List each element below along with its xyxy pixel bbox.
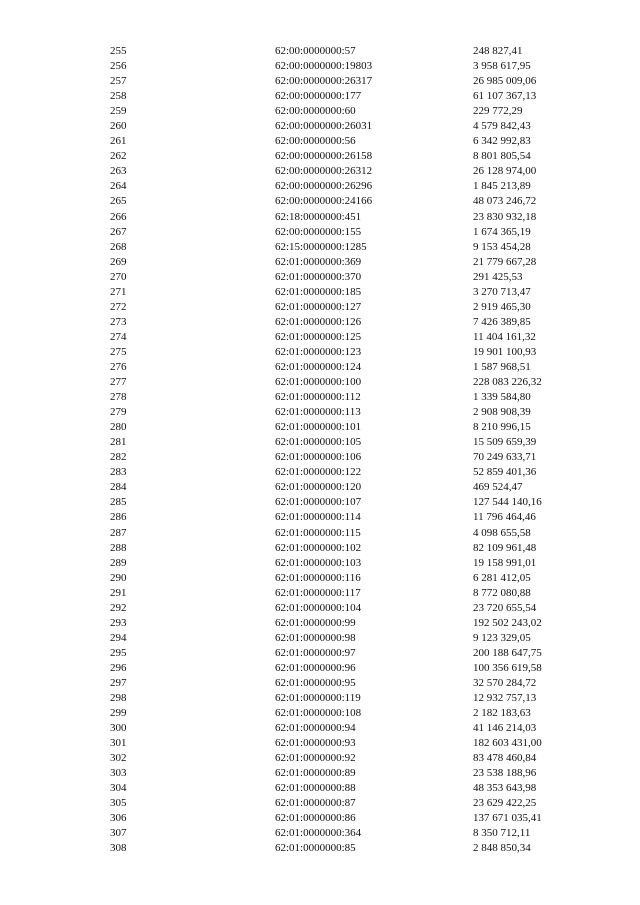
cadastral-number: 62:01:0000000:87 [275, 797, 356, 810]
table-row [0, 480, 640, 495]
cadastral-number: 62:00:0000000:26317 [275, 75, 373, 88]
cadastral-number: 62:00:0000000:26296 [275, 180, 373, 193]
amount-value: 70 249 633,71 [473, 451, 537, 464]
table-row [0, 556, 640, 571]
amount-value: 248 827,41 [473, 45, 523, 57]
amount-value: 19 901 100,93 [473, 345, 537, 358]
row-number: 299 [110, 707, 127, 720]
amount-value: 6 342 992,83 [473, 135, 531, 148]
cadastral-number: 62:01:0000000:107 [275, 496, 362, 509]
table-row [0, 255, 640, 270]
row-number: 292 [110, 601, 127, 614]
row-number: 291 [110, 586, 127, 599]
amount-value: 19 158 991,01 [473, 556, 537, 569]
amount-value: 3 958 617,95 [473, 60, 531, 73]
amount-value: 41 146 214,03 [473, 722, 537, 735]
cadastral-number: 62:00:0000000:155 [275, 225, 362, 238]
amount-value: 2 848 850,34 [473, 842, 531, 855]
table-row [0, 796, 640, 811]
row-number: 286 [110, 511, 127, 524]
table-row [0, 330, 640, 345]
table-row [0, 405, 640, 420]
cadastral-number: 62:00:0000000:19803 [275, 60, 373, 73]
table-row [0, 826, 640, 841]
row-number: 285 [110, 496, 127, 509]
cadastral-number: 62:01:0000000:108 [275, 707, 362, 720]
cadastral-number: 62:15:0000000:1285 [275, 240, 367, 253]
table-row [0, 119, 640, 134]
cadastral-number: 62:01:0000000:117 [275, 586, 361, 599]
row-number: 294 [110, 631, 127, 644]
cadastral-number: 62:01:0000000:370 [275, 270, 362, 283]
amount-value: 192 502 243,02 [473, 616, 542, 629]
cadastral-number: 62:01:0000000:99 [275, 616, 356, 629]
table-row [0, 390, 640, 405]
table-row [0, 74, 640, 89]
row-number: 280 [110, 421, 127, 434]
row-number: 305 [110, 797, 127, 810]
amount-value: 291 425,53 [473, 270, 523, 283]
amount-value: 8 350 712,11 [473, 827, 531, 840]
cadastral-number: 62:01:0000000:369 [275, 255, 362, 268]
row-number: 278 [110, 391, 127, 404]
cadastral-number: 62:01:0000000:112 [275, 391, 361, 404]
table-row [0, 571, 640, 586]
cadastral-number: 62:00:0000000:56 [275, 135, 356, 148]
row-number: 264 [110, 180, 127, 193]
cadastral-number: 62:00:0000000:60 [275, 105, 356, 118]
row-number: 255 [110, 45, 127, 57]
cadastral-number: 62:01:0000000:93 [275, 737, 356, 750]
amount-value: 8 801 805,54 [473, 150, 531, 163]
row-number: 297 [110, 676, 127, 689]
table-row [0, 631, 640, 646]
table-row [0, 315, 640, 330]
cadastral-number: 62:01:0000000:88 [275, 782, 356, 795]
amount-value: 100 356 619,58 [473, 661, 542, 674]
table-row [0, 210, 640, 225]
amount-value: 23 830 932,18 [473, 210, 537, 223]
table-row [0, 586, 640, 601]
cadastral-number: 62:01:0000000:126 [275, 315, 362, 328]
table-row [0, 134, 640, 149]
row-number: 298 [110, 692, 127, 705]
table-row [0, 465, 640, 480]
cadastral-number: 62:01:0000000:122 [275, 466, 362, 479]
cadastral-number: 62:00:0000000:26031 [275, 120, 373, 133]
cadastral-number: 62:01:0000000:105 [275, 436, 362, 449]
cadastral-number: 62:01:0000000:96 [275, 661, 356, 674]
row-number: 268 [110, 240, 127, 253]
cadastral-number: 62:01:0000000:119 [275, 692, 361, 705]
table-row [0, 706, 640, 721]
row-number: 276 [110, 360, 127, 373]
cadastral-number: 62:01:0000000:124 [275, 360, 362, 373]
table-row [0, 360, 640, 375]
table-row [0, 841, 640, 856]
cadastral-number: 62:01:0000000:106 [275, 451, 362, 464]
table-row [0, 766, 640, 781]
table-row [0, 435, 640, 450]
row-number: 271 [110, 285, 127, 298]
data-table [0, 44, 640, 857]
table-row [0, 661, 640, 676]
cadastral-number: 62:01:0000000:101 [275, 421, 362, 434]
amount-value: 11 796 464,46 [473, 511, 536, 524]
table-row [0, 300, 640, 315]
table-row [0, 59, 640, 74]
cadastral-number: 62:00:0000000:26312 [275, 165, 373, 178]
amount-value: 82 109 961,48 [473, 541, 537, 554]
cadastral-number: 62:01:0000000:102 [275, 541, 362, 554]
row-number: 290 [110, 571, 127, 584]
row-number: 274 [110, 330, 127, 343]
row-number: 262 [110, 150, 127, 163]
row-number: 283 [110, 466, 127, 479]
row-number: 266 [110, 210, 127, 223]
table-row [0, 270, 640, 285]
amount-value: 6 281 412,05 [473, 571, 531, 584]
row-number: 272 [110, 300, 127, 313]
table-row [0, 225, 640, 240]
amount-value: 9 123 329,05 [473, 631, 531, 644]
amount-value: 48 353 643,98 [473, 782, 537, 795]
row-number: 256 [110, 60, 127, 73]
table-row [0, 375, 640, 390]
table-row [0, 721, 640, 736]
amount-value: 23 629 422,25 [473, 797, 537, 810]
amount-value: 469 524,47 [473, 481, 523, 494]
amount-value: 26 985 009,06 [473, 75, 537, 88]
cadastral-number: 62:01:0000000:92 [275, 752, 356, 765]
amount-value: 137 671 035,41 [473, 812, 542, 825]
table-row [0, 616, 640, 631]
cadastral-number: 62:01:0000000:94 [275, 722, 356, 735]
table-row [0, 450, 640, 465]
row-number: 302 [110, 752, 127, 765]
table-row [0, 285, 640, 300]
row-number: 270 [110, 270, 127, 283]
row-number: 304 [110, 782, 127, 795]
amount-value: 8 772 080,88 [473, 586, 531, 599]
table-row [0, 240, 640, 255]
amount-value: 11 404 161,32 [473, 330, 536, 343]
table-row [0, 104, 640, 119]
row-number: 265 [110, 195, 127, 208]
cadastral-number: 62:00:0000000:177 [275, 90, 362, 103]
table-row [0, 601, 640, 616]
table-row [0, 194, 640, 209]
amount-value: 200 188 647,75 [473, 646, 542, 659]
table-row [0, 781, 640, 796]
row-number: 267 [110, 225, 127, 238]
table-row [0, 149, 640, 164]
amount-value: 1 674 365,19 [473, 225, 531, 238]
table-row [0, 89, 640, 104]
amount-value: 32 570 284,72 [473, 676, 537, 689]
table-row [0, 345, 640, 360]
row-number: 269 [110, 255, 127, 268]
row-number: 307 [110, 827, 127, 840]
row-number: 303 [110, 767, 127, 780]
table-row [0, 164, 640, 179]
amount-value: 228 083 226,32 [473, 376, 542, 389]
amount-value: 26 128 974,00 [473, 165, 537, 178]
cadastral-number: 62:01:0000000:100 [275, 376, 362, 389]
row-number: 257 [110, 75, 127, 88]
amount-value: 2 182 183,63 [473, 707, 531, 720]
table-row [0, 179, 640, 194]
row-number: 259 [110, 105, 127, 118]
row-number: 263 [110, 165, 127, 178]
cadastral-number: 62:01:0000000:120 [275, 481, 362, 494]
row-number: 293 [110, 616, 127, 629]
amount-value: 12 932 757,13 [473, 692, 537, 705]
row-number: 301 [110, 737, 127, 750]
cadastral-number: 62:00:0000000:24166 [275, 195, 373, 208]
amount-value: 9 153 454,28 [473, 240, 531, 253]
table-row [0, 691, 640, 706]
table-row [0, 676, 640, 691]
amount-value: 21 779 667,28 [473, 255, 537, 268]
row-number: 287 [110, 526, 127, 539]
amount-value: 2 919 465,30 [473, 300, 531, 313]
amount-value: 229 772,29 [473, 105, 523, 118]
amount-value: 83 478 460,84 [473, 752, 537, 765]
row-number: 261 [110, 135, 127, 148]
amount-value: 7 426 389,85 [473, 315, 531, 328]
row-number: 295 [110, 646, 127, 659]
amount-value: 3 270 713,47 [473, 285, 531, 298]
cadastral-number: 62:01:0000000:86 [275, 812, 356, 825]
cadastral-number: 62:01:0000000:123 [275, 345, 362, 358]
row-number: 284 [110, 481, 127, 494]
amount-value: 1 845 213,89 [473, 180, 531, 193]
cadastral-number: 62:01:0000000:113 [275, 406, 361, 419]
cadastral-number: 62:01:0000000:104 [275, 601, 362, 614]
table-row [0, 510, 640, 525]
table-row [0, 646, 640, 661]
table-row [0, 736, 640, 751]
table-row [0, 526, 640, 541]
amount-value: 48 073 246,72 [473, 195, 537, 208]
amount-value: 1 587 968,51 [473, 360, 531, 373]
cadastral-number: 62:01:0000000:103 [275, 556, 362, 569]
cadastral-number: 62:01:0000000:127 [275, 300, 362, 313]
cadastral-number: 62:01:0000000:115 [275, 526, 361, 539]
table-row [0, 751, 640, 766]
amount-value: 2 908 908,39 [473, 406, 531, 419]
cadastral-number: 62:01:0000000:364 [275, 827, 362, 840]
row-number: 275 [110, 345, 127, 358]
row-number: 308 [110, 842, 127, 855]
cadastral-number: 62:18:0000000:451 [275, 210, 362, 223]
row-number: 306 [110, 812, 127, 825]
cadastral-number: 62:01:0000000:85 [275, 842, 356, 855]
table-row [0, 495, 640, 510]
amount-value: 8 210 996,15 [473, 421, 531, 434]
cadastral-number: 62:01:0000000:116 [275, 571, 361, 584]
cadastral-number: 62:01:0000000:89 [275, 767, 356, 780]
row-number: 296 [110, 661, 127, 674]
cadastral-number: 62:00:0000000:57 [275, 45, 356, 57]
amount-value: 4 579 842,43 [473, 120, 531, 133]
amount-value: 15 509 659,39 [473, 436, 537, 449]
amount-value: 182 603 431,00 [473, 737, 542, 750]
row-number: 279 [110, 406, 127, 419]
row-number: 289 [110, 556, 127, 569]
amount-value: 23 538 188,96 [473, 767, 537, 780]
table-row [0, 541, 640, 556]
cadastral-number: 62:01:0000000:95 [275, 676, 356, 689]
table-row [0, 811, 640, 826]
row-number: 281 [110, 436, 127, 449]
cadastral-number: 62:01:0000000:98 [275, 631, 356, 644]
row-number: 300 [110, 722, 127, 735]
row-number: 260 [110, 120, 127, 133]
amount-value: 1 339 584,80 [473, 391, 531, 404]
row-number: 288 [110, 541, 127, 554]
cadastral-number: 62:00:0000000:26158 [275, 150, 373, 163]
amount-value: 52 859 401,36 [473, 466, 537, 479]
table-row [0, 420, 640, 435]
cadastral-number: 62:01:0000000:125 [275, 330, 362, 343]
cadastral-number: 62:01:0000000:185 [275, 285, 362, 298]
row-number: 277 [110, 376, 127, 389]
amount-value: 127 544 140,16 [473, 496, 542, 509]
amount-value: 4 098 655,58 [473, 526, 531, 539]
row-number: 273 [110, 315, 127, 328]
amount-value: 61 107 367,13 [473, 90, 537, 103]
table-row [0, 44, 640, 59]
amount-value: 23 720 655,54 [473, 601, 537, 614]
cadastral-number: 62:01:0000000:97 [275, 646, 356, 659]
row-number: 258 [110, 90, 127, 103]
row-number: 282 [110, 451, 127, 464]
cadastral-number: 62:01:0000000:114 [275, 511, 361, 524]
